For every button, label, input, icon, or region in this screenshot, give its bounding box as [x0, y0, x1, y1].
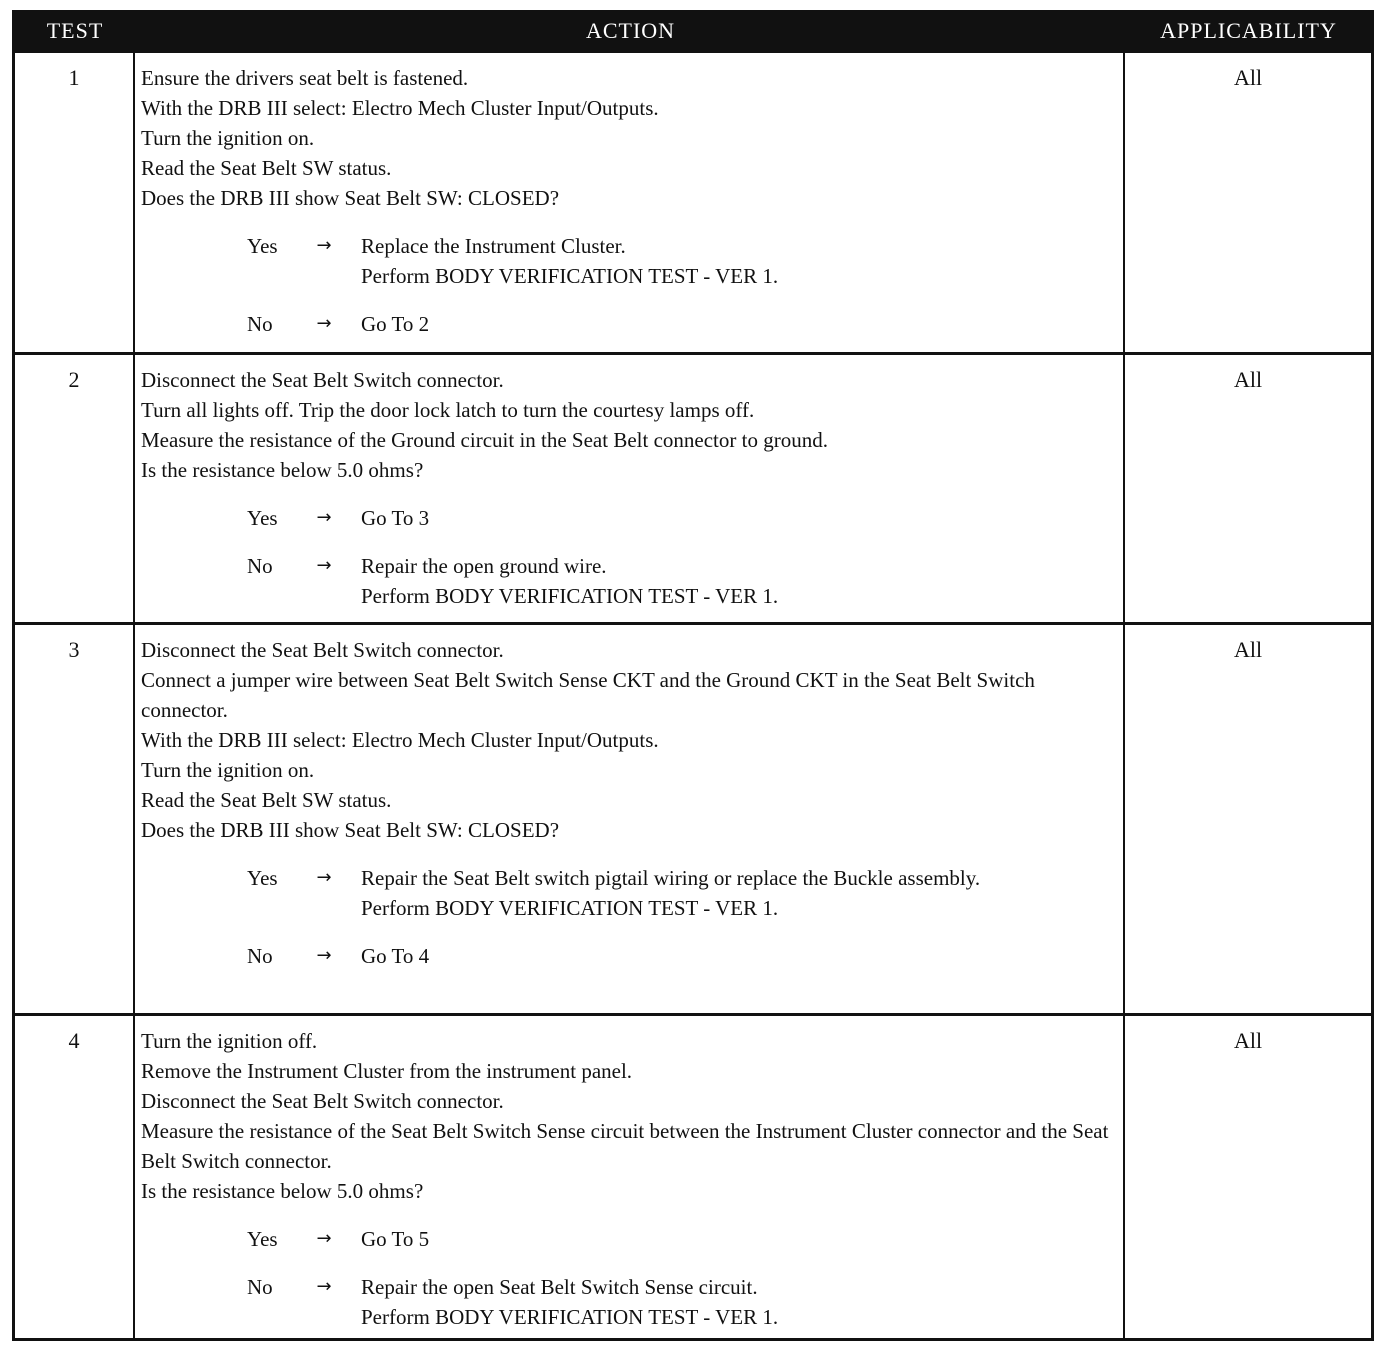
test-number: 1 — [68, 65, 80, 90]
outcome-line: Repair the Seat Belt switch pigtail wiring or replace the Buckle assembly. — [361, 866, 981, 890]
table-row — [15, 53, 1371, 352]
action-step: Is the resistance below 5.0 ohms? — [141, 1179, 424, 1203]
table-row — [15, 355, 1371, 623]
table-row — [15, 1016, 1371, 1338]
outcome-text — [361, 941, 1121, 971]
arrow-icon: → — [316, 313, 332, 334]
applicability-cell: All — [1233, 637, 1263, 662]
no-outcome — [141, 309, 1121, 339]
action-step: Remove the Instrument Cluster from the instrument panel. — [141, 1059, 633, 1083]
action-step: Disconnect the Seat Belt Switch connector. — [141, 638, 504, 662]
outcome-line: Perform BODY VERIFICATION TEST - VER 1. — [361, 584, 779, 608]
action-step: Disconnect the Seat Belt Switch connector. — [141, 1089, 504, 1113]
test-number: 3 — [68, 637, 80, 662]
action-step: Read the Seat Belt SW status. — [141, 156, 392, 180]
action-cell — [141, 1026, 1121, 1332]
outcome-line: Go To 2 — [361, 312, 430, 336]
action-cell — [141, 365, 1121, 611]
action-step: Turn the ignition on. — [141, 126, 315, 150]
yes-label: Yes — [247, 866, 278, 890]
outcome-line: Repair the open ground wire. — [361, 554, 607, 578]
test-number: 4 — [68, 1028, 80, 1053]
yes-label: Yes — [247, 1227, 278, 1251]
action-step: Turn the ignition on. — [141, 758, 315, 782]
yes-label: Yes — [247, 506, 278, 530]
table-header — [15, 13, 1371, 53]
header-applicability: APPLICABILITY — [1160, 18, 1337, 43]
header-action: ACTION — [585, 18, 676, 43]
no-label: No — [247, 1275, 273, 1299]
no-label: No — [247, 312, 273, 336]
arrow-icon: → — [316, 945, 332, 966]
arrow-icon: → — [316, 1228, 332, 1249]
outcome-text — [361, 1224, 1121, 1254]
no-label: No — [247, 944, 273, 968]
action-step: Disconnect the Seat Belt Switch connector. — [141, 368, 504, 392]
action-step: Does the DRB III show Seat Belt SW: CLOSED? — [141, 186, 560, 210]
outcome-line: Perform BODY VERIFICATION TEST - VER 1. — [361, 1305, 779, 1329]
outcome-line: Go To 4 — [361, 944, 430, 968]
action-step: Read the Seat Belt SW status. — [141, 788, 392, 812]
action-step: Is the resistance below 5.0 ohms? — [141, 458, 424, 482]
test-number: 2 — [68, 367, 80, 392]
action-step: Turn the ignition off. — [141, 1029, 318, 1053]
action-step: Connect a jumper wire between Seat Belt Switch Sense CKT and the Ground CKT in the Seat Belt Switch connector. — [141, 668, 1035, 722]
arrow-icon: → — [316, 555, 332, 576]
action-step: Turn all lights off. Trip the door lock latch to turn the courtesy lamps off. — [141, 398, 755, 422]
outcome-text — [361, 1272, 1121, 1332]
action-cell — [141, 63, 1121, 339]
no-outcome — [141, 1272, 1121, 1332]
applicability-cell: All — [1233, 367, 1263, 392]
action-step: With the DRB III select: Electro Mech Cluster Input/Outputs. — [141, 96, 659, 120]
outcome-text — [361, 551, 1121, 611]
action-step: Ensure the drivers seat belt is fastened. — [141, 66, 469, 90]
outcome-text — [361, 231, 1121, 291]
action-step: Measure the resistance of the Seat Belt Switch Sense circuit between the Instrument Cluster connector and the Seat Belt Switch connector. — [141, 1119, 1109, 1173]
outcome-text — [361, 863, 1121, 923]
outcome-text — [361, 309, 1121, 339]
applicability-cell: All — [1233, 1028, 1263, 1053]
action-step: With the DRB III select: Electro Mech Cluster Input/Outputs. — [141, 728, 659, 752]
no-outcome — [141, 941, 1121, 971]
yes-outcome — [141, 503, 1121, 533]
applicability-cell: All — [1233, 65, 1263, 90]
outcome-text — [361, 503, 1121, 533]
header-test: TEST — [46, 18, 104, 43]
arrow-icon: → — [316, 235, 332, 256]
action-step: Does the DRB III show Seat Belt SW: CLOSED? — [141, 818, 560, 842]
table-row — [15, 625, 1371, 1013]
action-step: Measure the resistance of the Ground circuit in the Seat Belt connector to ground. — [141, 428, 828, 452]
yes-outcome — [141, 1224, 1121, 1254]
outcome-line: Replace the Instrument Cluster. — [361, 234, 626, 258]
yes-outcome — [141, 863, 1121, 923]
arrow-icon: → — [316, 1276, 332, 1297]
yes-outcome — [141, 231, 1121, 291]
outcome-line: Repair the open Seat Belt Switch Sense circuit. — [361, 1275, 758, 1299]
outcome-line: Go To 5 — [361, 1227, 430, 1251]
yes-label: Yes — [247, 234, 278, 258]
arrow-icon: → — [316, 507, 332, 528]
diagnostic-table — [12, 10, 1374, 1341]
arrow-icon: → — [316, 867, 332, 888]
outcome-line: Perform BODY VERIFICATION TEST - VER 1. — [361, 896, 779, 920]
action-cell — [141, 635, 1121, 971]
no-label: No — [247, 554, 273, 578]
outcome-line: Perform BODY VERIFICATION TEST - VER 1. — [361, 264, 779, 288]
no-outcome — [141, 551, 1121, 611]
outcome-line: Go To 3 — [361, 506, 430, 530]
